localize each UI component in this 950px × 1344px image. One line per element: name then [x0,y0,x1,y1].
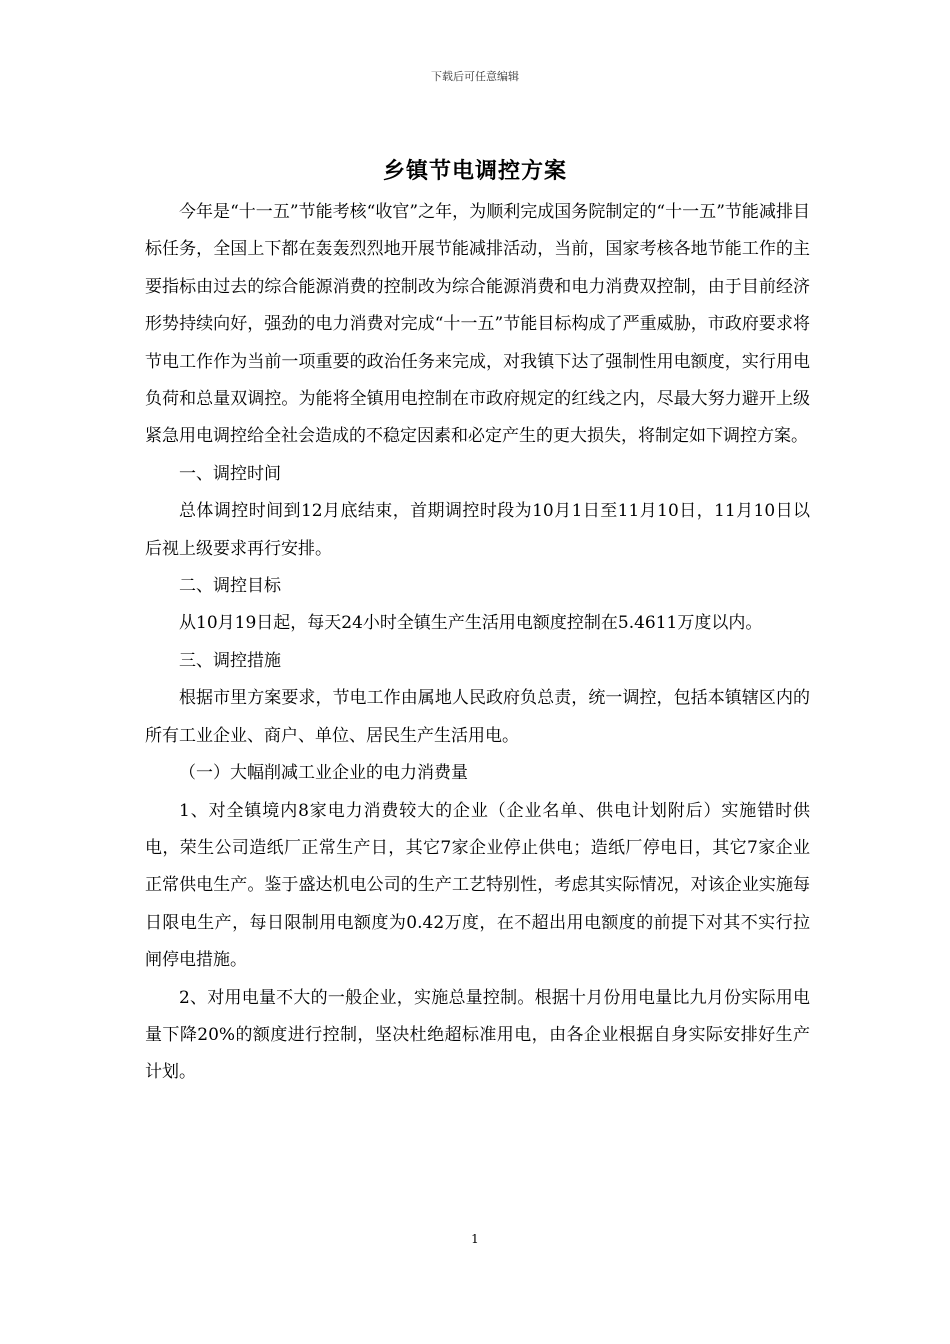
subsection-heading-industrial: （一）大幅削减工业企业的电力消费量 [179,763,468,784]
paragraph-time: 总体调控时间到12月底结束，首期调控时段为10月1日至11月10日，11月10日以后视上级要求再行安排。 [145,501,810,559]
paragraph-measures: 根据市里方案要求，节电工作由属地人民政府负总责，统一调控，包括本镇辖区内的所有工业企业、商户、单位、居民生产生活用电。 [145,688,810,746]
page-number: 1 [471,1232,479,1246]
paragraph-item-2: 2、对用电量不大的一般企业，实施总量控制。根据十月份用电量比九月份实际用电量下降20%的额度进行控制，坚决杜绝超标准用电，由各企业根据自身实际安排好生产计划。 [145,987,810,1083]
header-note: 下载后可任意编辑 [431,70,519,83]
paragraph-target: 从10月19日起，每天24小时全镇生产生活用电额度控制在5.4611万度以内。 [179,613,763,634]
document-title: 乡镇节电调控方案 [382,158,567,184]
section-heading-time: 一、调控时间 [179,463,281,484]
section-heading-measures: 三、调控措施 [179,650,281,671]
paragraph-intro: 今年是“十一五”节能考核“收官”之年，为顺利完成国务院制定的“十一五”节能减排目标任务，全国上下都在轰轰烈烈地开展节能减排活动，当前，国家考核各地节能工作的主要指标由过去的综合能源消费的控制改为综合能源消费和电力消费双控制，由于目前经济形势持续向好，强劲的电力消费对完成“十一五”节能目标构成了严重威胁，市政府要求将节电工作作为当前一项重要的政治任务来完成，对我镇下达了强制性用电额度，实行用电负荷和总量双调控。为能将全镇用电控制在市政府规定的红线之内，尽最大努力避开上级紧急用电调控给全社会造成的不稳定因素和必定产生的更大损失，将制定如下调控方案。 [145,202,810,447]
paragraph-item-1: 1、对全镇境内8家电力消费较大的企业（企业名单、供电计划附后）实施错时供电，荣生公司造纸厂正常生产日，其它7家企业停止供电；造纸厂停电日，其它7家企业正常供电生产。鉴于盛达机电公司的生产工艺特别性，考虑其实际情况，对该企业实施每日限电生产，每日限制用电额度为0.42万度，在不超出用电额度的前提下对其不实行拉闸停电措施。 [145,800,810,971]
document-body [145,194,810,1092]
section-heading-target: 二、调控目标 [179,576,281,597]
